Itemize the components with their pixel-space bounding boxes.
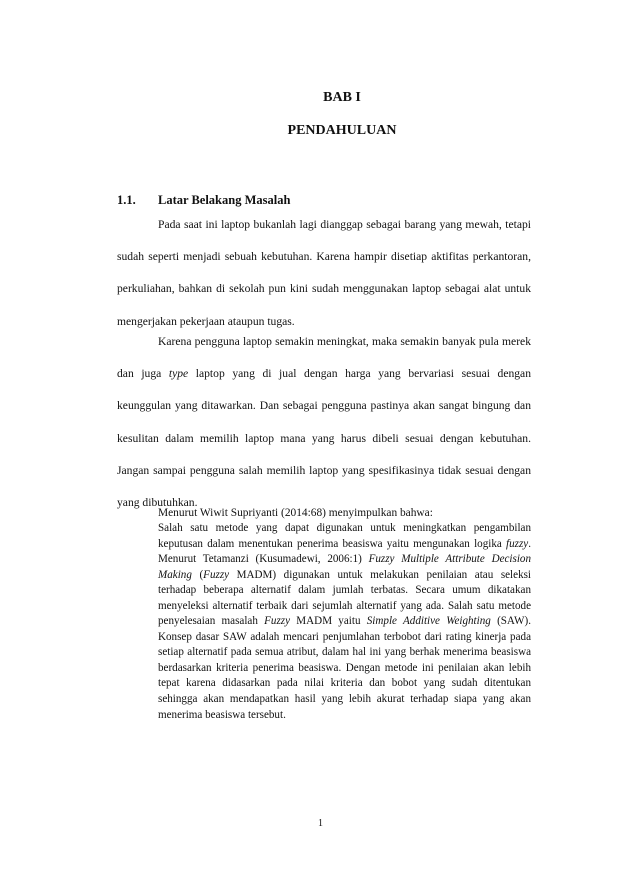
quote-text-5: MADM yaitu — [290, 615, 367, 628]
quote-text-3: ( — [191, 568, 204, 581]
quote-italic-2: Fuzzy Multiple Attribute Decision Making — [158, 553, 532, 581]
chapter-title: PENDAHULUAN — [287, 123, 397, 138]
section-heading — [117, 193, 290, 208]
quote-text-6: (SAW). Konsep dasar SAW adalah mencari penjumlahan terbobot dari rating kinerja pada setiap alternatif pada semua atribut, dalam hal ini yang berhak menerima beasiswa berdasarkan kriteria penerima beasiswa. Dengan metode ini penilaian akan lebih tepat karena didasarkan pada nilai kriteria dan bobot yang sudah ditentukan sehingga akan mendapatkan hasil yang lebih akurat terhadap siapa yang akan menerima beasiswa tersebut. — [158, 615, 531, 721]
quote-text-4: MADM) digunakan untuk melakukan penilaian atau seleksi terhadap beberapa alternatif dalam jumlah terbatas. Secara umum dikatakan menyeleksi alternatif terbaik dari sejumlah alternatif yang ada. Salah satu metode penyelesaian masalah — [158, 568, 532, 628]
quote-text-1: Salah satu metode yang dapat digunakan untuk meningkatkan pengambilan keputusan dalam menentukan penerima beasiswa yaitu mengunakan logika — [158, 522, 531, 550]
quote-intro: Menurut Wiwit Supriyanti (2014:68) menyimpulkan bahwa: — [158, 507, 433, 519]
paragraph-2-italic-type: type — [168, 367, 189, 381]
quote-italic-3: Fuzzy — [203, 568, 230, 581]
section-title: Latar Belakang Masalah — [158, 193, 291, 207]
quote-italic-4: Fuzzy — [264, 615, 291, 628]
paragraph-2 — [117, 326, 531, 519]
paragraph-2-text-b: laptop yang di jual dengan harga yang bervariasi sesuai dengan keunggulan yang ditawarkan. Dan sebagai pengguna pastinya akan sangat bingung dan kesulitan dalam memilih laptop mana yang harus dibeli sesuai dengan kebutuhan. Jangan sampai pengguna salah memilih laptop yang spesifikasinya tidak sesuai dengan yang dibutuhkan. — [117, 367, 531, 510]
block-quote — [158, 521, 531, 723]
quote-italic-5: Simple Additive Weighting — [366, 615, 491, 628]
quote-text-2: . Menurut Tetamanzi (Kusumadewi, 2006:1) — [158, 537, 531, 566]
chapter-heading: BAB I — [323, 90, 361, 105]
page-number: 1 — [318, 818, 323, 829]
quote-italic-1: fuzzy — [506, 537, 529, 550]
paragraph-2-text-a: Karena pengguna laptop semakin meningkat, maka semakin banyak pula merek dan juga — [117, 335, 531, 381]
section-number: 1.1. — [117, 193, 136, 207]
paragraph-1: Pada saat ini laptop bukanlah lagi dianggap sebagai barang yang mewah, tetapi sudah seperti menjadi sebuah kebutuhan. Karena hampir disetiap aktifitas perkantoran, perkuliahan, bahkan di sekolah pun kini sudah menggunakan laptop sebagai alat untuk mengerjakan pekerjaan ataupun tugas. — [117, 218, 531, 328]
